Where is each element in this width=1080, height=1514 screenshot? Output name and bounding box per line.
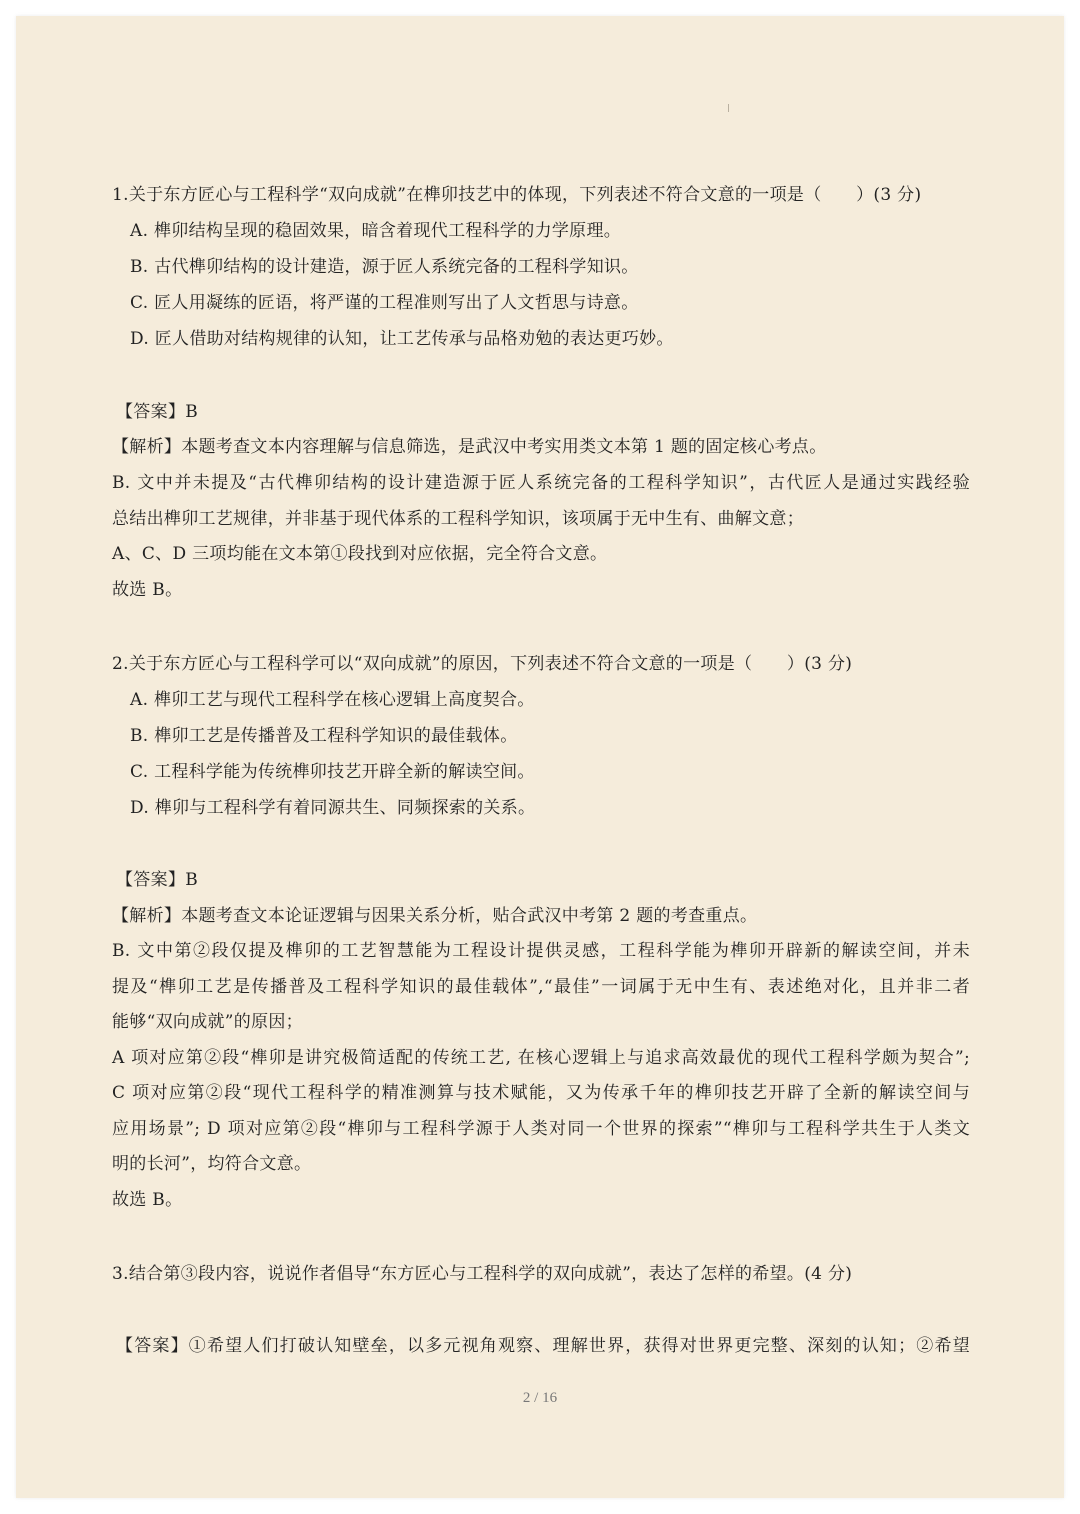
page-number: 2 / 16 xyxy=(522,1390,558,1406)
question-1-analysis-line: 【解析】本题考查文本内容理解与信息筛选，是武汉中考实用类文本第 1 题的固定核心考点。 xyxy=(112,437,827,457)
question-2-option-a: A. 榫卯工艺与现代工程科学在核心逻辑上高度契合。 xyxy=(130,690,535,710)
question-1-analysis-line: 故选 B。 xyxy=(112,580,183,600)
question-2-analysis-line: 明的长河”，均符合文意。 xyxy=(112,1154,312,1174)
question-2-analysis-line: B. 文中第②段仅提及榫卯的工艺智慧能为工程设计提供灵感，工程科学能为榫卯开辟新的解读空间，并未 xyxy=(112,941,970,961)
question-1-option-a: A. 榫卯结构呈现的稳固效果，暗含着现代工程科学的力学原理。 xyxy=(130,221,622,241)
question-1-answer: 【答案】B xyxy=(116,402,198,422)
question-2-analysis-line: 故选 B。 xyxy=(112,1190,183,1210)
question-1-analysis-line: A、C、D 三项均能在文本第①段找到对应依据，完全符合文意。 xyxy=(112,544,608,564)
scan-mark xyxy=(728,104,729,112)
question-1-analysis-line: B. 文中并未提及“古代榫卯结构的设计建造源于匠人系统完备的工程科学知识”，古代匠人是通过实践经验 xyxy=(112,473,970,493)
question-2-option-c: C. 工程科学能为传统榫卯技艺开辟全新的解读空间。 xyxy=(130,762,535,782)
question-1-option-b: B. 古代榫卯结构的设计建造，源于匠人系统完备的工程科学知识。 xyxy=(130,257,639,277)
question-2-option-b: B. 榫卯工艺是传播普及工程科学知识的最佳载体。 xyxy=(130,726,518,746)
question-2-analysis-line: 提及“榫卯工艺是传播普及工程科学知识的最佳载体”,“最佳”一词属于无中生有、表述绝对化，且并非二者 xyxy=(112,977,970,997)
question-2-analysis-line: 能够“双向成就”的原因； xyxy=(112,1012,303,1032)
question-2-analysis-line: 应用场景”; D 项对应第②段“榫卯与工程科学源于人类对同一个世界的探索”“榫卯与工程科学共生于人类文 xyxy=(112,1119,970,1139)
question-3-stem: 3.结合第③段内容，说说作者倡导“东方匠心与工程科学的双向成就”，表达了怎样的希望。(4 分) xyxy=(112,1264,853,1284)
question-2-option-d: D. 榫卯与工程科学有着同源共生、同频探索的关系。 xyxy=(130,798,536,818)
question-1-analysis-line: 总结出榫卯工艺规律，并非基于现代体系的工程科学知识，该项属于无中生有、曲解文意； xyxy=(112,509,804,529)
question-2-analysis-line: C 项对应第②段“现代工程科学的精准测算与技术赋能，又为传承千年的榫卯技艺开辟了全新的解读空间与 xyxy=(112,1083,970,1103)
question-2-answer: 【答案】B xyxy=(116,870,198,890)
question-2-analysis-line: 【解析】本题考查文本论证逻辑与因果关系分析，贴合武汉中考第 2 题的考查重点。 xyxy=(112,906,758,926)
question-3-answer: 【答案】①希望人们打破认知壁垒，以多元视角观察、理解世界，获得对世界更完整、深刻的认知；②希望 xyxy=(116,1336,970,1356)
question-1-option-d: D. 匠人借助对结构规律的认知，让工艺传承与品格劝勉的表达更巧妙。 xyxy=(130,329,674,349)
question-2-analysis-line: A 项对应第②段“榫卯是讲究极简适配的传统工艺, 在核心逻辑上与追求高效最优的现代工程科学颇为契合”; xyxy=(112,1048,970,1068)
question-2-stem: 2.关于东方匠心与工程科学可以“双向成就”的原因，下列表述不符合文意的一项是（ ）(3 分) xyxy=(112,654,853,674)
question-1-option-c: C. 匠人用凝练的匠语，将严谨的工程准则写出了人文哲思与诗意。 xyxy=(130,293,639,313)
document-page xyxy=(16,16,1064,1498)
question-1-stem: 1.关于东方匠心与工程科学“双向成就”在榫卯技艺中的体现，下列表述不符合文意的一项是（ ）(3 分) xyxy=(112,185,922,205)
